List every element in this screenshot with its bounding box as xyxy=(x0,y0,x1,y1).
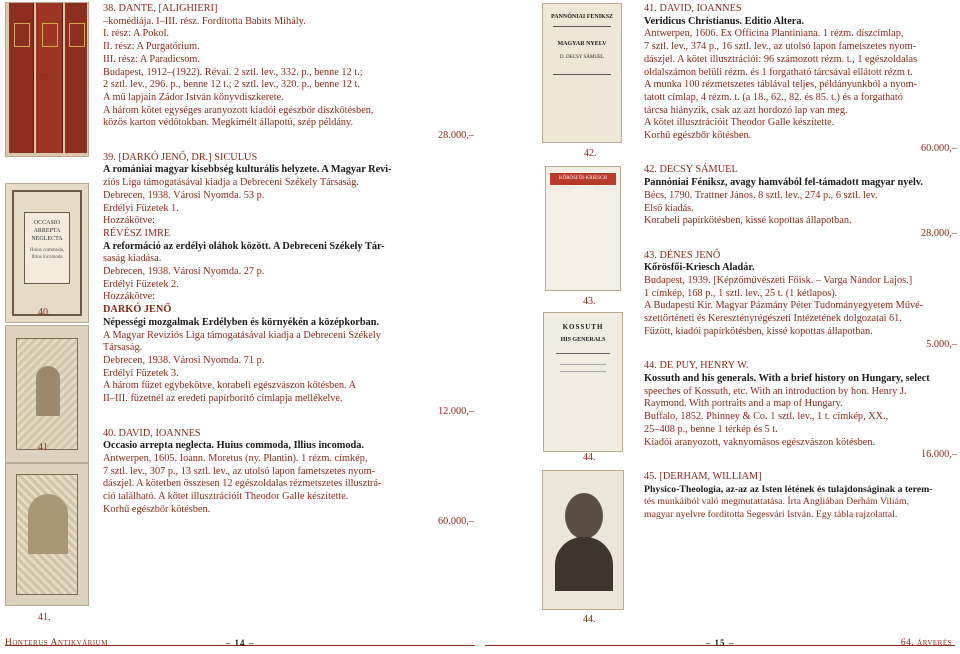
entry-38-price: 28.000,– xyxy=(437,130,474,142)
entry-39-line: A romániai magyar kisebbség kulturális helyzete. A Magyar Revi- xyxy=(103,164,392,176)
caption-44-a: 44. xyxy=(583,452,596,463)
entry-43-line: Fűzött, kiadói papírkötésben, kissé kopottas állapotban. xyxy=(644,325,873,337)
caption-41-left-a: 41. xyxy=(38,442,51,453)
entry-38-line: I. rész: A Pokol. xyxy=(103,28,170,40)
entry-42-line: Pannóniai Féniksz, avagy hamvából fel-támadott magyar nyelv. xyxy=(644,177,923,189)
entry-39 xyxy=(103,152,474,419)
page-number-left: – 14 – xyxy=(225,638,255,648)
entry-41-line: oldalszámon belüli rézm. és 1 forgatható tárcsával ellátott rézm t. xyxy=(644,66,913,78)
entry-40-line: Antwerpen, 1605. Ioann. Moretus (ny. Plantin). 1 rézm. címkép, xyxy=(103,452,368,464)
entry-44-line: Kossuth and his generals. With a brief history on Hungary, select xyxy=(644,372,930,384)
feniksz-title: PANNÓNIAI FENIKSZ xyxy=(550,14,614,20)
right-page xyxy=(480,0,960,654)
entry-45-title: 45. [DERHAM, WILLIAM] xyxy=(644,470,762,482)
caption-41-left-b: 41. xyxy=(38,612,51,623)
entry-39-line: A Magyar Revíziós Liga támogatásával kiadja a Debreceni Székely xyxy=(103,329,381,341)
entry-39-line: A három füzet egybekötve, korabeli egészvászon kötésben. A xyxy=(103,380,357,392)
entry-44-line: 25–408 p., benne 1 térkép és 5 t. xyxy=(644,423,778,435)
entry-42-line: Bécs, 1790. Trattner János. 8 sztl. lev., 274 p., 6 sztl. lev. xyxy=(644,189,878,201)
entry-41-line: Antwerpen, 1606. Ex Officina Plantiniana. 1 rézm. díszcímlap, xyxy=(644,28,904,40)
entry-42-line: Korabeli papírkötésben, kissé kopottas állapotban. xyxy=(644,215,852,227)
entry-38-title: 38. DANTE, [ALIGHIERI] xyxy=(103,3,218,14)
entry-44-line: Buffalo, 1852. Phinney & Co. 1 sztl. lev., 1 t. címkép, XX., xyxy=(644,411,889,423)
caption-43: 43. xyxy=(583,296,596,307)
entry-39-line: Népességi mozgalmak Erdélyben és környékén a középkorban. xyxy=(103,316,380,328)
portrait-icon xyxy=(565,493,603,539)
book-image-40 xyxy=(5,183,89,323)
entry-44-price: 16.000,– xyxy=(920,449,957,461)
footer-auction: 64. árverés xyxy=(900,638,952,648)
entry-44-line: Raymond. With portraits and a map of Hungary. xyxy=(644,398,843,410)
entry-41-line: 7 sztl. lev., 374 p., 16 sztl. lev., az utolsó lapon fametszetes nyom- xyxy=(644,41,917,53)
entry-43-line: szettörténeti és Keresztényrégészeti Intézetének dolgozatai 61. xyxy=(644,313,902,325)
entry-39-line: Debrecen, 1938. Városi Nyomda. 53 p. xyxy=(103,189,265,201)
entry-41-price: 60.000,– xyxy=(920,142,957,154)
entry-43-title: 43. DÉNES JENŐ xyxy=(644,249,721,261)
entry-40 xyxy=(103,428,474,530)
entry-39-line: Erdélyi Füzetek 1. xyxy=(103,202,179,214)
entry-39-line: Hozzákötve: xyxy=(103,291,156,303)
entry-45-line: tés munkáiból való megmutattatása. Írta Angliában Derhám Viliám, xyxy=(644,496,910,508)
entry-40-line: ció található. A kötet illusztrációit Theodor Galle készítette. xyxy=(103,491,349,503)
entry-38 xyxy=(103,3,474,143)
entry-45 xyxy=(644,471,957,522)
right-text-column xyxy=(644,3,957,522)
book-image-44b xyxy=(542,470,624,610)
entry-39-title: 39. [DARKÓ JENŐ, DR.] SICULUS xyxy=(103,151,258,163)
entry-43 xyxy=(644,250,957,352)
book-image-44a xyxy=(543,312,623,452)
entry-39-line: A reformáció az erdélyi oláhok között. A Debreceni Székely Tár- xyxy=(103,240,385,252)
entry-42-title: 42. DECSY SÁMUEL xyxy=(644,164,738,176)
entry-42-line: Első kiadás. xyxy=(644,202,694,214)
entry-39-line: ziós Liga támogatásával kiadja a Debreceni Székely Társaság. xyxy=(103,177,359,189)
book-image-43 xyxy=(545,166,621,291)
caption-44-b: 44. xyxy=(583,614,596,625)
entry-39-line: Társaság. xyxy=(103,342,143,354)
entry-43-line: A Budapesti Kir. Magyar Pázmány Péter Tudományegyetem Művé- xyxy=(644,300,924,312)
entry-41-line: tatott címlap, 4 rézm. t. (a 18., 62., 82. és 85. t.) és a forgatható xyxy=(644,91,903,103)
caption-40: 40. xyxy=(38,307,51,318)
entry-38-line: 2 sztl. lev., 296. p., benne 12 t.; 2 sztl. lev., 320. p., benne 12 t. xyxy=(103,79,360,91)
entry-41-line: A kötet illusztrációit Theodor Galle készítette. xyxy=(644,117,835,129)
entry-38-line: közös karton védőtokban. Megkímélt állapotú, szép példány. xyxy=(103,117,354,129)
entry-40-line: 7 sztl. lev., 307 p., 13 sztl. lev., az utolsó lapon fametszetes nyom- xyxy=(103,465,376,477)
entry-44-line: Kiadói aranyozott, vaknyomásos egészvászon kötésben. xyxy=(644,436,876,448)
entry-39-line: saság kiadása. xyxy=(103,253,162,265)
kossuth-title: KOSSUTH xyxy=(562,323,604,331)
entry-41-line: dászjel. A kötet illusztrációi: 96 számozott rézm. t., 1 egészoldalas xyxy=(644,53,918,65)
entry-39-line: RÉVÉSZ IMRE xyxy=(103,227,171,239)
entry-38-line: A három kötet egységes aranyozott kiadói egészbőr díszkötésben, xyxy=(103,104,374,116)
entry-38-line: III. rész: A Paradicsom. xyxy=(103,53,200,65)
entry-40-price: 60.000,– xyxy=(437,516,474,528)
entry-43-price: 5.000,– xyxy=(926,338,957,350)
entry-38-line: II. rész: A Purgatórium. xyxy=(103,41,200,53)
entry-39-line: Debrecen, 1938. Városi Nyomda. 27 p. xyxy=(103,266,265,278)
caption-42: 42. xyxy=(584,148,597,159)
book-image-42 xyxy=(542,3,622,143)
entry-40-title: 40. DAVID, IOANNES xyxy=(103,427,201,439)
entry-41-line: Veridicus Christianus. Editio Altera. xyxy=(644,15,805,27)
left-text-column xyxy=(103,3,474,529)
entry-39-line: Erdélyi Füzetek 3. xyxy=(103,367,179,379)
entry-39-line: Debrecen, 1938. Városi Nyomda. 71 p. xyxy=(103,354,265,366)
entry-42 xyxy=(644,164,957,240)
entry-40-line: Occasio arrepta neglecta. Huius commoda, Illius incomoda. xyxy=(103,440,364,452)
entry-38-line: Budapest, 1912–(1922). Révai. 2 sztl. lev., 332. p., benne 12 t.; xyxy=(103,66,363,78)
entry-41-title: 41. DAVID, IOANNES xyxy=(644,3,742,14)
occasio-subtitle: Huius commoda, Illius incomoda xyxy=(29,248,65,260)
entry-40-line: Korhű egészbőr kötésben. xyxy=(103,503,211,515)
kossuth-sub: HIS GENERALS xyxy=(560,337,606,343)
entry-44-title: 44. DE PUY, HENRY W. xyxy=(644,360,749,372)
entry-42-price: 28.000,– xyxy=(920,227,957,239)
entry-45-line: Physico-Theologia, az-az az Isten létének és tulajdonságinak a terem- xyxy=(644,483,933,495)
book-image-41b xyxy=(5,463,89,606)
entry-39-line: Hozzákötve: xyxy=(103,215,156,227)
caption-38: 38. xyxy=(38,72,51,83)
entry-45-line: magyar nyelvre fordította Segesvári István. Egy tábla rajzolattal. xyxy=(644,509,898,521)
footer-publisher: Honterus Antikvárium xyxy=(5,638,108,648)
entry-38-subtitle: –komédiája. I–III. rész. Fordította Babits Mihály. xyxy=(103,15,306,27)
entry-44-line: speeches of Kossuth, etc. With an introduction by hon. Henry J. xyxy=(644,385,907,397)
entry-43-line: Budapest, 1939. [Képzőművészeti Főisk. – Varga Nándor Lajos.] xyxy=(644,275,913,287)
entry-38-line: A mű lapjain Zádor István könyvdíszkerete. xyxy=(103,91,284,103)
feniksz-sub: MAGYAR NYELV xyxy=(557,41,607,47)
entry-41 xyxy=(644,3,957,155)
page-number-right: – 15 – xyxy=(705,638,735,648)
entry-41-line: Korhű egészbőr kötésben. xyxy=(644,130,752,142)
entry-40-line: dászjel. A kötetben összesen 12 egészoldalas rézmetszetes illusztrá- xyxy=(103,478,382,490)
entry-39-price: 12.000,– xyxy=(437,405,474,417)
entry-43-line: 1 címkép, 168 p., 1 sztl. lev., 25 t. (1 kétlapos). xyxy=(644,287,838,299)
entry-41-line: tárcsa hiányzik, csak az azt hordozó lap van meg. xyxy=(644,104,848,116)
feniksz-author: D. DECSY SÁMUEL xyxy=(559,55,605,60)
entry-43-line: Kőrösfői-Kriesch Aladár. xyxy=(644,262,755,274)
entry-39-line: Erdélyi Füzetek 2. xyxy=(103,278,179,290)
entry-39-line: II–III. füzetnél az eredeti papírborító címlapja mellékelve. xyxy=(103,393,343,405)
entry-44 xyxy=(644,360,957,462)
entry-41-line: A munka 100 rézmetszetes táblával teljes, példányunkból a nyom- xyxy=(644,79,918,91)
occasio-title: OCCASIO ARREPTA NEGLECTA xyxy=(31,220,63,242)
entry-39-line: DARKÓ JENŐ xyxy=(103,304,172,316)
korosfoi-title: KŐRÖSFŐI-KRIESCH ALADÁR xyxy=(550,173,616,185)
